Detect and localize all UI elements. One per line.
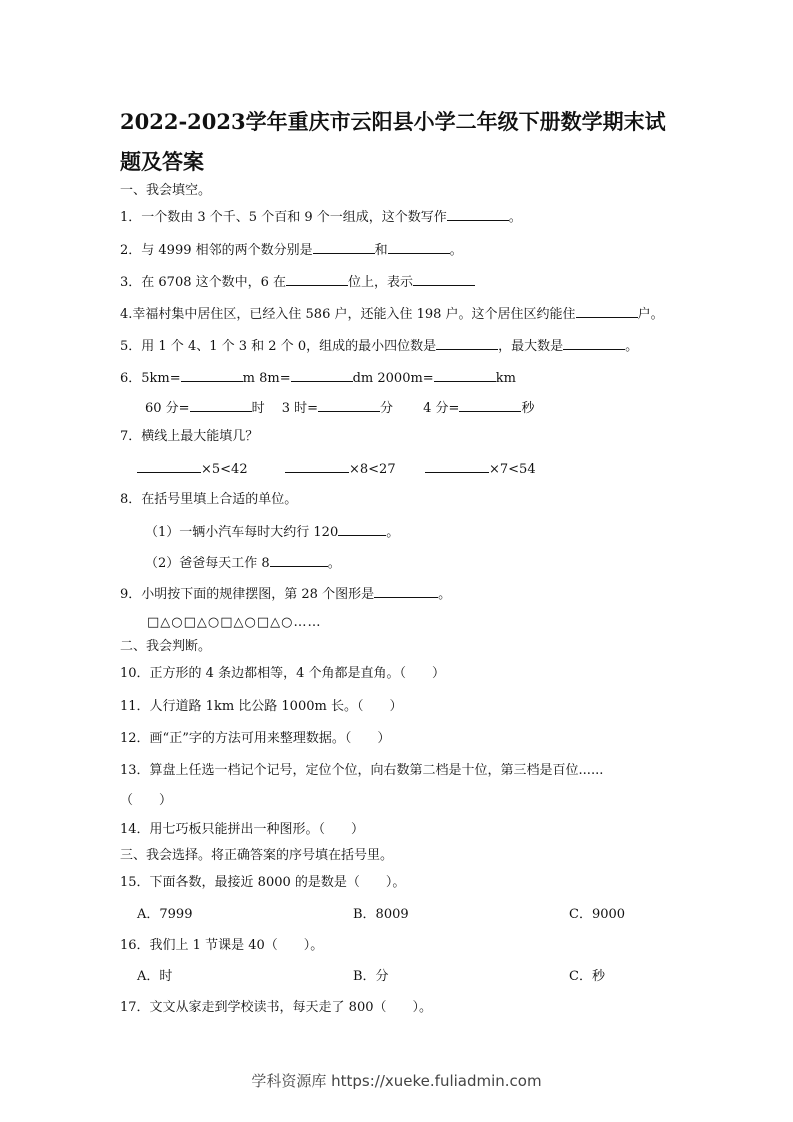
question-9: 9．小明按下面的规律摆图，第 28 个图形是 。 [120, 584, 451, 604]
question-2: 2．与 4999 相邻的两个数分别是 和 。 [120, 240, 463, 260]
q16-option-a[interactable]: A．时 [137, 969, 173, 984]
answer-blank[interactable] [338, 522, 386, 536]
footer-watermark: 学科资源库 https://xueke.fuliadmin.com [251, 1072, 542, 1090]
question-3: 3．在 6708 这个数中，6 在 位上，表示 [120, 272, 475, 292]
answer-blank[interactable] [434, 368, 496, 382]
answer-blank[interactable] [190, 398, 252, 412]
question-14: 14．用七巧板只能拼出一种图形。（ ） [120, 822, 365, 837]
answer-blank[interactable] [291, 368, 353, 382]
section-2-heading: 二、我会判断。 [120, 639, 212, 654]
question-6-line-1: 6．5km= m 8m= dm 2000m= km [120, 368, 516, 388]
answer-blank[interactable] [137, 459, 201, 473]
question-12: 12．画“正”字的方法可用来整理数据。（ ） [120, 731, 391, 746]
page-title: 2022-2023学年重庆市云阳县小学二年级下册数学期末试题及答案 [120, 109, 666, 174]
question-8-item-2: （2）爸爸每天工作 8 。 [145, 553, 341, 573]
answer-blank[interactable] [447, 207, 509, 221]
answer-blank[interactable] [313, 240, 375, 254]
q16-option-b[interactable]: B．分 [353, 969, 389, 984]
question-13: 13．算盘上任选一档记个记号，定位个位，向右数第二档是十位，第三档是百位...... [120, 763, 604, 778]
section-3-heading: 三、我会选择。将正确答案的序号填在括号里。 [120, 848, 394, 863]
question-16: 16．我们上 1 节课是 40（ ）。 [120, 938, 324, 953]
answer-blank[interactable] [425, 459, 489, 473]
question-11: 11．人行道路 1km 比公路 1000m 长。（ ） [120, 699, 403, 714]
question-7-item-1: ×5<42 [137, 459, 248, 479]
question-17: 17．文文从家走到学校读书，每天走了 800（ ）。 [120, 1000, 432, 1015]
answer-blank[interactable] [576, 304, 638, 318]
question-13-bracket: （ ） [120, 793, 173, 808]
shape-pattern: □△○□△○□△○□△○…… [147, 615, 322, 630]
question-7-item-2: ×8<27 [285, 459, 396, 479]
answer-blank[interactable] [436, 336, 498, 350]
answer-blank[interactable] [459, 398, 521, 412]
question-8: 8．在括号里填上合适的单位。 [120, 492, 298, 507]
question-10: 10．正方形的 4 条边都相等，4 个角都是直角。（ ） [120, 666, 445, 681]
question-5: 5．用 1 个 4、1 个 3 和 2 个 0，组成的最小四位数是 ，最大数是 。 [120, 336, 638, 356]
section-1-heading: 一、我会填空。 [120, 183, 212, 198]
q15-option-c[interactable]: C．9000 [569, 907, 626, 922]
answer-blank[interactable] [563, 336, 625, 350]
question-6-line-2: 60 分= 时 3 时= 分 4 分= 秒 [145, 398, 534, 418]
question-7-item-3: ×7<54 [425, 459, 536, 479]
question-7: 7．横线上最大能填几？ [120, 429, 259, 444]
question-1: 1．一个数由 3 个千、5 个百和 9 个一组成，这个数写作 。 [120, 207, 522, 227]
answer-blank[interactable] [413, 272, 475, 286]
question-15: 15．下面各数，最接近 8000 的是数是（ ）。 [120, 875, 406, 890]
answer-blank[interactable] [285, 459, 349, 473]
answer-blank[interactable] [318, 398, 380, 412]
question-4: 4.幸福村集中居住区，已经入住 586 户，还能入住 198 户。这个居住区约能住 户。 [120, 304, 664, 324]
answer-blank[interactable] [181, 368, 243, 382]
answer-blank[interactable] [374, 584, 438, 598]
q15-option-a[interactable]: A．7999 [137, 907, 193, 922]
q15-option-b[interactable]: B．8009 [353, 907, 409, 922]
question-8-item-1: （1）一辆小汽车每时大约行 120 。 [145, 522, 399, 542]
answer-blank[interactable] [388, 240, 450, 254]
answer-blank[interactable] [286, 272, 348, 286]
answer-blank[interactable] [270, 553, 328, 567]
q16-option-c[interactable]: C．秒 [569, 969, 605, 984]
